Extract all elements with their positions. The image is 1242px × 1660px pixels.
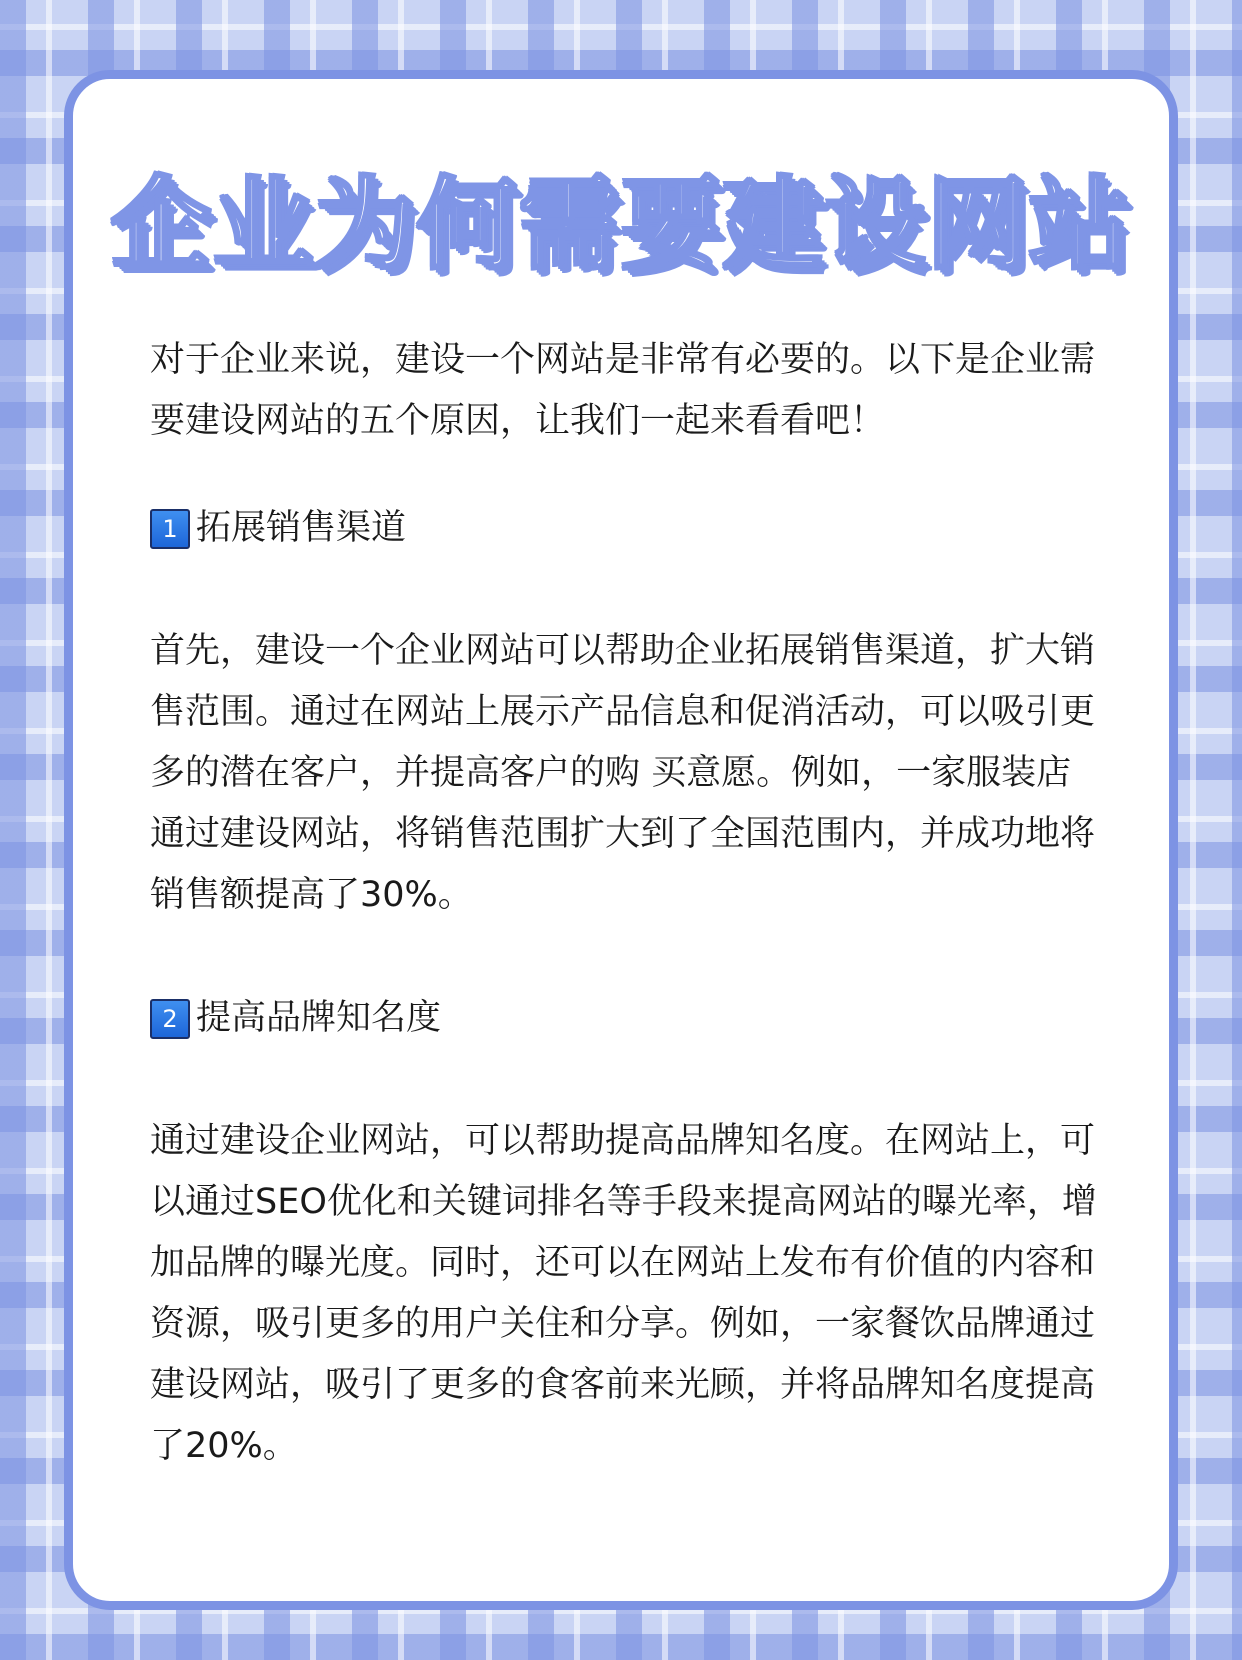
intro-paragraph: 对于企业来说，建设一个网站是非常有必要的。以下是企业需要建设网站的五个原因，让我们一起来看看吧！: [150, 340, 1096, 441]
section-heading-label: 提高品牌知名度: [196, 998, 442, 1038]
number-2-icon: 2: [150, 999, 190, 1039]
article-body: [150, 330, 1100, 1477]
page-title: 企业为何需要建设网站: [111, 166, 1131, 283]
section-heading-2: [150, 988, 1100, 1049]
section-body-1: 首先，建设一个企业网站可以帮助企业拓展销售渠道，扩大销售范围。通过在网站上展示产品信息和促消活动，可以吸引更多的潜在客户，并提高客户的购 买意愿。例如，一家服装店通过建设网站，将销售范围扩大到了全国范围内，并成功地将销售额提高了30%。: [150, 631, 1096, 915]
section-heading-label: 拓展销售渠道: [196, 508, 407, 548]
section-heading-1: [150, 498, 1100, 559]
section-body-2: 通过建设企业网站，可以帮助提高品牌知名度。在网站上，可以通过SEO优化和关键词排名等手段来提高网站的曝光率，增加品牌的曝光度。同时，还可以在网站上发布有价值的内容和资源，吸引更多的用户关住和分享。例如，一家餐饮品牌通过建设网站，吸引了更多的食客前来光顾，并将品牌知名度提高了20%。: [150, 1121, 1097, 1466]
number-1-icon: 1: [150, 509, 190, 549]
